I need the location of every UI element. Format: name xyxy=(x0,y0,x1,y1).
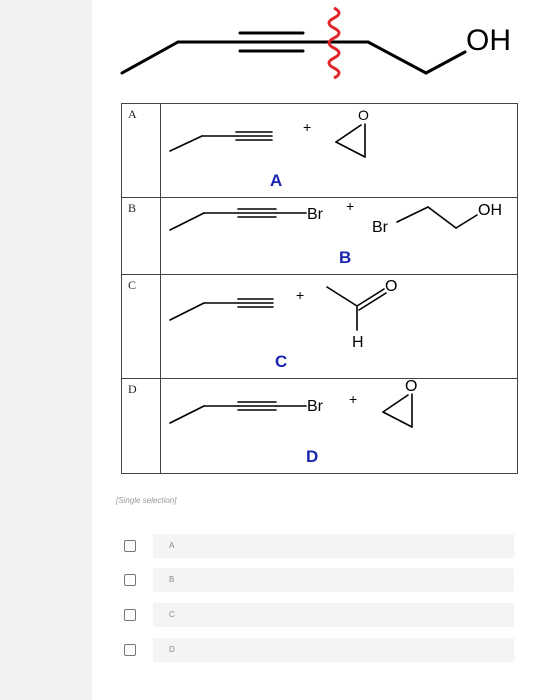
choice-b-label: B xyxy=(169,575,175,584)
option-b-br-2: Br xyxy=(372,219,388,236)
row-label-c: C xyxy=(128,278,137,292)
choice-b[interactable] xyxy=(124,568,516,592)
option-b-oh: OH xyxy=(478,202,502,219)
option-a-tag: A xyxy=(270,171,283,190)
option-d-structure xyxy=(170,394,412,427)
target-oh-label: OH xyxy=(466,24,511,57)
option-c-plus: + xyxy=(296,287,305,303)
choice-a-label: A xyxy=(169,541,175,550)
option-a-structure xyxy=(170,124,365,157)
option-c-structure xyxy=(170,287,386,330)
option-b-tag: B xyxy=(339,248,352,267)
choice-d[interactable] xyxy=(124,638,516,662)
option-d-tag: D xyxy=(306,447,319,466)
selection-hint: [Single selection] xyxy=(116,496,177,505)
choice-a-field[interactable] xyxy=(153,534,514,558)
choice-b-field[interactable] xyxy=(153,568,514,592)
option-a-plus: + xyxy=(303,119,312,135)
row-label-a: A xyxy=(128,107,137,121)
row-label-d: D xyxy=(128,382,137,396)
choice-c-checkbox[interactable] xyxy=(124,609,136,621)
option-d-br: Br xyxy=(307,398,323,415)
option-b-plus: + xyxy=(346,198,355,214)
choice-c-label: C xyxy=(169,610,175,619)
choice-d-field[interactable] xyxy=(153,638,514,662)
option-b-structure xyxy=(170,207,477,230)
choice-c[interactable] xyxy=(124,603,516,627)
choice-a[interactable] xyxy=(124,534,516,558)
row-label-b: B xyxy=(128,201,137,215)
choice-c-field[interactable] xyxy=(153,603,514,627)
choice-a-checkbox[interactable] xyxy=(124,540,136,552)
option-d-plus: + xyxy=(349,391,358,407)
option-b-br-1: Br xyxy=(307,206,323,223)
option-c-oxygen: O xyxy=(385,278,398,295)
option-a-oxygen: O xyxy=(358,107,369,123)
option-c-hydrogen: H xyxy=(352,334,364,351)
option-c-tag: C xyxy=(275,352,288,371)
choice-d-checkbox[interactable] xyxy=(124,644,136,656)
option-d-oxygen: O xyxy=(405,378,418,395)
choice-b-checkbox[interactable] xyxy=(124,574,136,586)
choice-d-label: D xyxy=(169,645,175,654)
